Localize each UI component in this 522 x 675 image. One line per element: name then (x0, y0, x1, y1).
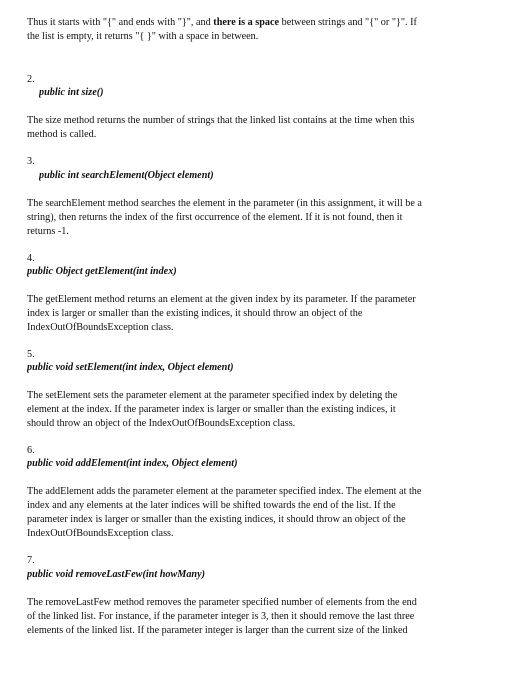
section-2-number: 2. (27, 74, 35, 85)
intro-bold-text: there is a space (213, 17, 280, 28)
section-5-line-2: element at the index. If the parameter index is larger or smaller than the existing indices, it (27, 404, 396, 415)
section-7-signature: public void removeLastFew(int howMany) (27, 569, 205, 580)
section-6-line-2: index and any elements at the later indices will be shifted towards the end of the list. If the (27, 500, 396, 511)
section-6-line-4: IndexOutOfBoundsException class. (27, 528, 174, 539)
intro-text-b: between strings and "{" or "}". If (279, 17, 417, 28)
section-4-line-3: IndexOutOfBoundsException class. (27, 322, 174, 333)
intro-line-1 (27, 16, 497, 30)
section-4-number: 4. (27, 253, 35, 264)
section-7-line-1: The removeLastFew method removes the parameter specified number of elements from the end (27, 597, 417, 608)
section-5-line-1: The setElement sets the parameter element at the parameter specified index by deleting the (27, 390, 398, 401)
section-3-line-1: The searchElement method searches the element in the parameter (in this assignment, it will be a (27, 198, 422, 209)
section-6-line-3: parameter index is larger or smaller than the existing indices, it should throw an object of the (27, 514, 406, 525)
section-4-line-2: index is larger or smaller than the existing indices, it should throw an object of the (27, 308, 363, 319)
intro-line-2: the list is empty, it returns "{ }" with a space in between. (27, 31, 259, 42)
section-6-line-1: The addElement adds the parameter element at the parameter specified index. The element at the (27, 486, 422, 497)
section-5-number: 5. (27, 349, 35, 360)
section-7-line-3: elements of the linked list. If the parameter integer is larger than the current size of the linked (27, 625, 408, 636)
section-6-number: 6. (27, 445, 35, 456)
section-3-line-2: string), then returns the index of the first occurrence of the element. If it is not found, then it (27, 212, 403, 223)
section-4-line-1: The getElement method returns an element at the given index by its parameter. If the parameter (27, 294, 416, 305)
section-5-signature: public void setElement(int index, Object element) (27, 362, 234, 373)
section-3-number: 3. (27, 156, 35, 167)
intro-text-a: Thus it starts with "{" and ends with "}", and (27, 17, 214, 28)
section-6-signature: public void addElement(int index, Object element) (27, 458, 238, 469)
section-5-line-3: should throw an object of the IndexOutOfBoundsException class. (27, 418, 296, 429)
section-7-number: 7. (27, 555, 35, 566)
section-3-line-3: returns -1. (27, 226, 69, 237)
section-4-signature: public Object getElement(int index) (27, 266, 177, 277)
section-3-signature: public int searchElement(Object element) (39, 170, 214, 181)
section-2-line-1: The size method returns the number of strings that the linked list contains at the time when this (27, 115, 415, 126)
section-7-line-2: of the linked list. For instance, if the parameter integer is 3, then it should remove the last three (27, 611, 415, 622)
section-2-line-2: method is called. (27, 129, 97, 140)
section-2-signature: public int size() (39, 87, 104, 98)
